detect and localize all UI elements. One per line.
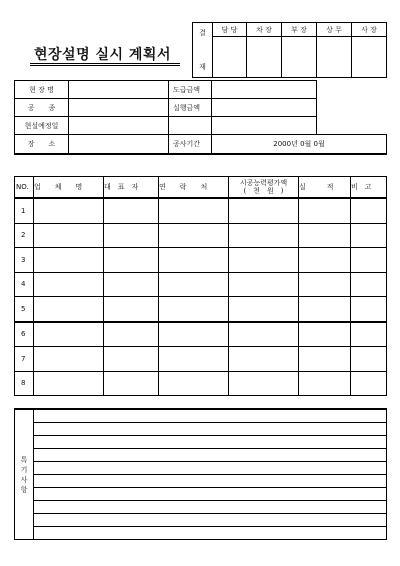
- table-row: [15, 198, 387, 223]
- info-blank-area: [317, 81, 387, 135]
- header-ability: [229, 177, 299, 199]
- cell[interactable]: [229, 272, 299, 297]
- cell[interactable]: [159, 371, 229, 396]
- cell[interactable]: [299, 322, 351, 347]
- cell[interactable]: [299, 223, 351, 248]
- cell[interactable]: [351, 272, 387, 297]
- notes-label: 특기사항: [20, 455, 28, 494]
- note-line[interactable]: [34, 475, 387, 488]
- note-line[interactable]: [34, 423, 387, 436]
- info-label: 공 종: [15, 99, 69, 117]
- info-mid-field[interactable]: [212, 81, 317, 99]
- cell[interactable]: [299, 198, 351, 223]
- info-mid-field[interactable]: [212, 99, 317, 117]
- cell[interactable]: [34, 371, 104, 396]
- row-number: 2: [15, 223, 34, 248]
- signature-box[interactable]: [247, 37, 282, 78]
- notes-table: [14, 408, 387, 540]
- cell[interactable]: [34, 297, 104, 322]
- cell[interactable]: [351, 371, 387, 396]
- cell[interactable]: [104, 371, 159, 396]
- cell[interactable]: [299, 371, 351, 396]
- cell[interactable]: [229, 322, 299, 347]
- approval-role: 차 장: [247, 23, 282, 37]
- cell[interactable]: [159, 198, 229, 223]
- info-mid-label: 실행금액: [169, 99, 212, 117]
- approval-role: 사 장: [352, 23, 387, 37]
- cell[interactable]: [104, 322, 159, 347]
- cell[interactable]: [299, 347, 351, 372]
- cell[interactable]: [34, 272, 104, 297]
- info-label: 현설예정일: [15, 117, 69, 135]
- cell[interactable]: [34, 347, 104, 372]
- header-contact: 연 락 처: [159, 177, 229, 199]
- cell[interactable]: [159, 248, 229, 273]
- approval-role: 부 장: [282, 23, 317, 37]
- approval-role: 상 무: [317, 23, 352, 37]
- table-row: [15, 347, 387, 372]
- cell[interactable]: [351, 297, 387, 322]
- info-field[interactable]: [69, 99, 169, 117]
- document-title: 현장설명 실시 계획서: [34, 47, 171, 63]
- header-remarks: 비 고: [351, 177, 387, 199]
- approval-role: 담 당: [213, 23, 247, 37]
- company-list-table: [14, 176, 387, 396]
- cell[interactable]: [159, 347, 229, 372]
- cell[interactable]: [34, 248, 104, 273]
- row-number: 6: [15, 322, 34, 347]
- info-mid-label: 공사기간: [169, 135, 212, 155]
- construction-period-value[interactable]: 2000년 0월 0월: [212, 135, 387, 155]
- cell[interactable]: [104, 223, 159, 248]
- signature-box[interactable]: [282, 37, 317, 78]
- note-line[interactable]: [34, 436, 387, 449]
- note-line[interactable]: [34, 449, 387, 462]
- row-number: 3: [15, 248, 34, 273]
- cell[interactable]: [34, 198, 104, 223]
- cell[interactable]: [351, 248, 387, 273]
- cell[interactable]: [299, 248, 351, 273]
- info-label: 현 장 명: [15, 81, 69, 99]
- note-line[interactable]: [34, 462, 387, 475]
- cell[interactable]: [159, 322, 229, 347]
- header-rep: 대 표 자: [104, 177, 159, 199]
- table-row: [15, 223, 387, 248]
- cell[interactable]: [34, 322, 104, 347]
- header-ability-line2: ( 천 원 ): [243, 187, 284, 195]
- note-line[interactable]: [34, 488, 387, 501]
- cell[interactable]: [351, 322, 387, 347]
- cell[interactable]: [229, 347, 299, 372]
- row-number: 5: [15, 297, 34, 322]
- cell[interactable]: [104, 297, 159, 322]
- cell[interactable]: [299, 297, 351, 322]
- signature-box[interactable]: [352, 37, 387, 78]
- cell[interactable]: [229, 223, 299, 248]
- approval-side-char-1: 결: [199, 28, 206, 37]
- note-line[interactable]: [34, 501, 387, 514]
- info-mid-label: [169, 117, 212, 135]
- note-line[interactable]: [34, 409, 387, 423]
- info-field[interactable]: [69, 135, 169, 155]
- signature-box[interactable]: [317, 37, 352, 78]
- table-row: [15, 248, 387, 273]
- cell[interactable]: [159, 272, 229, 297]
- row-number: 8: [15, 371, 34, 396]
- cell[interactable]: [351, 198, 387, 223]
- info-mid-field[interactable]: [212, 117, 317, 135]
- cell[interactable]: [104, 347, 159, 372]
- row-number: 4: [15, 272, 34, 297]
- header-ability-line1: 시공능력평가액: [239, 179, 288, 187]
- table-row: [15, 272, 387, 297]
- header-no: NO.: [15, 177, 34, 199]
- site-info-table: [14, 80, 387, 155]
- row-number: 1: [15, 198, 34, 223]
- cell[interactable]: [351, 223, 387, 248]
- cell[interactable]: [104, 248, 159, 273]
- cell[interactable]: [159, 223, 229, 248]
- notes-label-cell: [15, 409, 34, 540]
- cell[interactable]: [104, 198, 159, 223]
- table-row: [15, 322, 387, 347]
- cell[interactable]: [104, 272, 159, 297]
- header-company: 업 체 명: [34, 177, 104, 199]
- cell[interactable]: [299, 272, 351, 297]
- cell[interactable]: [351, 347, 387, 372]
- table-row: [15, 297, 387, 322]
- approval-side-label: [193, 23, 213, 78]
- approval-table: [192, 22, 387, 78]
- cell[interactable]: [34, 223, 104, 248]
- cell[interactable]: [229, 248, 299, 273]
- row-number: 7: [15, 347, 34, 372]
- signature-box[interactable]: [213, 37, 247, 78]
- info-field[interactable]: [69, 81, 169, 99]
- table-row: [15, 371, 387, 396]
- cell[interactable]: [229, 297, 299, 322]
- info-mid-label: 도급금액: [169, 81, 212, 99]
- header-performance: 실 적: [299, 177, 351, 199]
- note-line[interactable]: [34, 514, 387, 527]
- cell[interactable]: [229, 198, 299, 223]
- cell[interactable]: [159, 297, 229, 322]
- approval-side-char-2: 재: [199, 62, 206, 71]
- info-label: 장 소: [15, 135, 69, 155]
- title-underline-second: [30, 65, 180, 67]
- info-field[interactable]: [69, 117, 169, 135]
- note-line[interactable]: [34, 527, 387, 540]
- cell[interactable]: [229, 371, 299, 396]
